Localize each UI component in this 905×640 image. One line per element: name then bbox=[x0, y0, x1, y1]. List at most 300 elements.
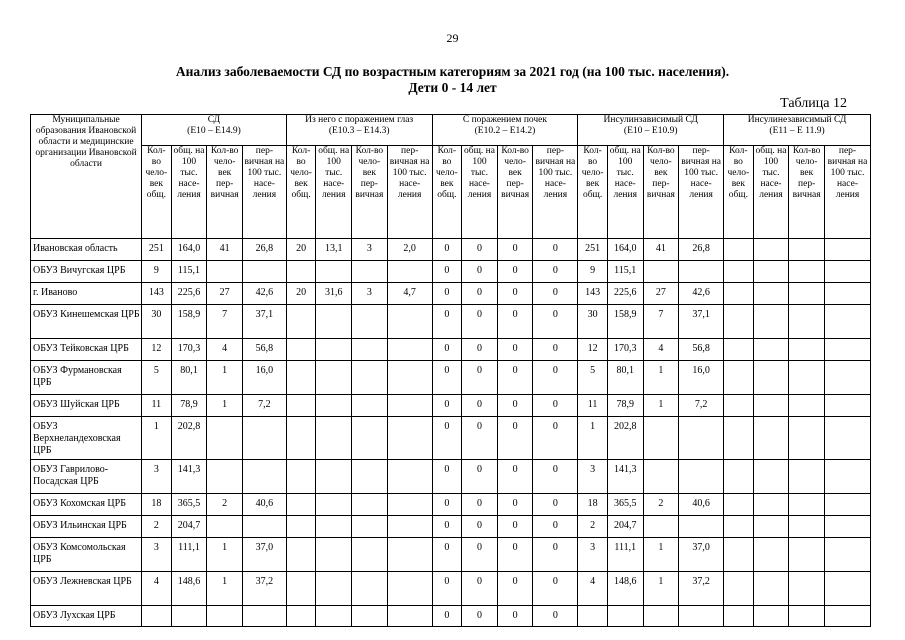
value-cell bbox=[207, 460, 243, 494]
value-cell: 0 bbox=[497, 361, 533, 395]
value-cell bbox=[316, 572, 352, 606]
value-cell bbox=[753, 572, 789, 606]
value-cell: 0 bbox=[432, 606, 462, 627]
group-code: (E10.2 – E14.2) bbox=[474, 126, 536, 136]
value-cell bbox=[753, 283, 789, 305]
value-cell bbox=[643, 516, 679, 538]
value-cell: 0 bbox=[432, 494, 462, 516]
value-cell: 0 bbox=[533, 283, 578, 305]
value-cell bbox=[286, 395, 316, 417]
value-cell: 170,3 bbox=[607, 339, 643, 361]
sub-column-header: пер-вичная на 100 тыс. насе-ления bbox=[824, 146, 870, 239]
table-label: Таблица 12 bbox=[780, 96, 847, 111]
value-cell bbox=[316, 395, 352, 417]
value-cell bbox=[387, 417, 432, 460]
value-cell bbox=[724, 339, 754, 361]
value-cell bbox=[724, 516, 754, 538]
value-cell bbox=[316, 494, 352, 516]
value-cell: 204,7 bbox=[607, 516, 643, 538]
value-cell: 0 bbox=[462, 283, 498, 305]
value-cell bbox=[242, 460, 286, 494]
value-cell: 3 bbox=[142, 460, 172, 494]
value-cell bbox=[387, 395, 432, 417]
sub-column-header: общ. на 100 тыс. насе-ления bbox=[462, 146, 498, 239]
value-cell: 0 bbox=[533, 261, 578, 283]
group-code: (E11 – E 11.9) bbox=[769, 126, 825, 136]
sub-column-header: Кол-во чело-век пер-вичная bbox=[207, 146, 243, 239]
value-cell: 0 bbox=[432, 516, 462, 538]
value-cell: 365,5 bbox=[171, 494, 207, 516]
value-cell bbox=[824, 361, 870, 395]
value-cell bbox=[142, 606, 172, 627]
org-name-cell: ОБУЗ Фурмановская ЦРБ bbox=[31, 361, 142, 395]
value-cell: 4 bbox=[207, 339, 243, 361]
value-cell bbox=[824, 417, 870, 460]
value-cell bbox=[352, 417, 388, 460]
value-cell: 143 bbox=[578, 283, 608, 305]
value-cell bbox=[242, 417, 286, 460]
value-cell: 0 bbox=[462, 494, 498, 516]
value-cell bbox=[316, 538, 352, 572]
table-row bbox=[31, 305, 871, 339]
sub-column-header: Кол-во чело-век общ. bbox=[578, 146, 608, 239]
value-cell: 7 bbox=[643, 305, 679, 339]
value-cell: 0 bbox=[462, 606, 498, 627]
value-cell bbox=[387, 516, 432, 538]
org-name-cell: ОБУЗ Гаврилово-Посадская ЦРБ bbox=[31, 460, 142, 494]
value-cell bbox=[789, 417, 825, 460]
value-cell: 2,0 bbox=[387, 239, 432, 261]
value-cell bbox=[242, 516, 286, 538]
value-cell: 148,6 bbox=[607, 572, 643, 606]
value-cell bbox=[724, 239, 754, 261]
value-cell: 11 bbox=[142, 395, 172, 417]
value-cell: 3 bbox=[352, 283, 388, 305]
value-cell bbox=[286, 305, 316, 339]
value-cell: 41 bbox=[207, 239, 243, 261]
value-cell bbox=[724, 538, 754, 572]
value-cell: 7,2 bbox=[679, 395, 724, 417]
sub-column-header: Кол-во чело-век пер-вичная bbox=[497, 146, 533, 239]
value-cell: 7 bbox=[207, 305, 243, 339]
value-cell: 26,8 bbox=[679, 239, 724, 261]
value-cell: 0 bbox=[432, 395, 462, 417]
value-cell bbox=[643, 606, 679, 627]
value-cell bbox=[753, 395, 789, 417]
value-cell: 37,2 bbox=[242, 572, 286, 606]
value-cell: 7,2 bbox=[242, 395, 286, 417]
value-cell: 0 bbox=[497, 395, 533, 417]
value-cell bbox=[352, 538, 388, 572]
value-cell bbox=[724, 283, 754, 305]
value-cell bbox=[607, 606, 643, 627]
value-cell bbox=[316, 460, 352, 494]
value-cell bbox=[352, 395, 388, 417]
value-cell: 0 bbox=[462, 239, 498, 261]
value-cell bbox=[824, 261, 870, 283]
value-cell: 2 bbox=[207, 494, 243, 516]
value-cell: 27 bbox=[643, 283, 679, 305]
value-cell: 202,8 bbox=[171, 417, 207, 460]
table-row bbox=[31, 538, 871, 572]
value-cell: 1 bbox=[578, 417, 608, 460]
value-cell bbox=[679, 417, 724, 460]
value-cell bbox=[352, 261, 388, 283]
value-cell bbox=[753, 261, 789, 283]
value-cell: 0 bbox=[432, 417, 462, 460]
table-row bbox=[31, 283, 871, 305]
value-cell: 0 bbox=[533, 460, 578, 494]
value-cell: 16,0 bbox=[679, 361, 724, 395]
value-cell bbox=[789, 339, 825, 361]
value-cell bbox=[387, 361, 432, 395]
value-cell: 37,0 bbox=[679, 538, 724, 572]
value-cell bbox=[286, 361, 316, 395]
value-cell: 18 bbox=[142, 494, 172, 516]
value-cell bbox=[724, 606, 754, 627]
value-cell bbox=[824, 305, 870, 339]
value-cell: 0 bbox=[462, 572, 498, 606]
value-cell bbox=[753, 339, 789, 361]
value-cell bbox=[753, 538, 789, 572]
value-cell: 1 bbox=[207, 361, 243, 395]
value-cell bbox=[316, 417, 352, 460]
value-cell bbox=[643, 261, 679, 283]
value-cell bbox=[207, 516, 243, 538]
table-row bbox=[31, 417, 871, 460]
value-cell: 0 bbox=[462, 305, 498, 339]
value-cell bbox=[352, 361, 388, 395]
org-name-cell: ОБУЗ Лежневская ЦРБ bbox=[31, 572, 142, 606]
value-cell bbox=[286, 606, 316, 627]
sub-column-header: общ. на 100 тыс. насе-ления bbox=[753, 146, 789, 239]
value-cell bbox=[286, 261, 316, 283]
value-cell: 111,1 bbox=[171, 538, 207, 572]
value-cell: 5 bbox=[578, 361, 608, 395]
sub-column-header: Кол-во чело-век общ. bbox=[286, 146, 316, 239]
value-cell: 0 bbox=[497, 339, 533, 361]
value-cell: 111,1 bbox=[607, 538, 643, 572]
value-cell: 1 bbox=[207, 538, 243, 572]
value-cell: 1 bbox=[643, 361, 679, 395]
value-cell: 0 bbox=[462, 538, 498, 572]
group-title: Инсулинзависимый СД bbox=[603, 115, 698, 125]
value-cell: 0 bbox=[462, 417, 498, 460]
value-cell bbox=[824, 283, 870, 305]
value-cell bbox=[789, 305, 825, 339]
value-cell bbox=[724, 361, 754, 395]
value-cell bbox=[753, 460, 789, 494]
group-header bbox=[724, 115, 871, 146]
value-cell: 251 bbox=[578, 239, 608, 261]
value-cell: 0 bbox=[497, 261, 533, 283]
value-cell: 204,7 bbox=[171, 516, 207, 538]
sub-column-header: Кол-во чело-век пер-вичная bbox=[643, 146, 679, 239]
value-cell bbox=[387, 606, 432, 627]
value-cell: 11 bbox=[578, 395, 608, 417]
value-cell: 0 bbox=[533, 239, 578, 261]
org-name-cell: ОБУЗ Вичугская ЦРБ bbox=[31, 261, 142, 283]
value-cell bbox=[824, 339, 870, 361]
value-cell: 0 bbox=[497, 460, 533, 494]
value-cell: 1 bbox=[207, 572, 243, 606]
value-cell bbox=[352, 606, 388, 627]
value-cell: 365,5 bbox=[607, 494, 643, 516]
value-cell bbox=[789, 538, 825, 572]
group-title: Из него с поражением глаз bbox=[305, 115, 414, 125]
value-cell: 37,1 bbox=[679, 305, 724, 339]
value-cell bbox=[789, 516, 825, 538]
value-cell: 158,9 bbox=[171, 305, 207, 339]
value-cell: 56,8 bbox=[242, 339, 286, 361]
org-name-cell: ОБУЗ Комсомольская ЦРБ bbox=[31, 538, 142, 572]
value-cell: 12 bbox=[578, 339, 608, 361]
value-cell bbox=[352, 572, 388, 606]
value-cell: 5 bbox=[142, 361, 172, 395]
value-cell: 3 bbox=[352, 239, 388, 261]
value-cell bbox=[352, 339, 388, 361]
value-cell bbox=[286, 339, 316, 361]
value-cell bbox=[207, 606, 243, 627]
value-cell: 80,1 bbox=[171, 361, 207, 395]
value-cell: 0 bbox=[533, 606, 578, 627]
value-cell bbox=[824, 395, 870, 417]
value-cell bbox=[753, 494, 789, 516]
value-cell bbox=[789, 606, 825, 627]
morbidity-table bbox=[30, 114, 871, 627]
org-name-cell: г. Иваново bbox=[31, 283, 142, 305]
value-cell: 0 bbox=[497, 239, 533, 261]
value-cell bbox=[789, 395, 825, 417]
value-cell bbox=[643, 460, 679, 494]
group-code: (E10 – E10.9) bbox=[623, 126, 678, 136]
page-number: 29 bbox=[446, 31, 459, 45]
value-cell: 0 bbox=[432, 283, 462, 305]
value-cell bbox=[387, 494, 432, 516]
value-cell: 30 bbox=[142, 305, 172, 339]
value-cell bbox=[824, 239, 870, 261]
value-cell: 2 bbox=[643, 494, 679, 516]
value-cell: 13,1 bbox=[316, 239, 352, 261]
table-row bbox=[31, 395, 871, 417]
value-cell: 0 bbox=[432, 361, 462, 395]
sub-column-header: общ. на 100 тыс. насе-ления bbox=[171, 146, 207, 239]
value-cell: 27 bbox=[207, 283, 243, 305]
value-cell: 0 bbox=[432, 460, 462, 494]
value-cell: 37,2 bbox=[679, 572, 724, 606]
value-cell bbox=[207, 417, 243, 460]
value-cell: 202,8 bbox=[607, 417, 643, 460]
value-cell: 41 bbox=[643, 239, 679, 261]
value-cell: 37,0 bbox=[242, 538, 286, 572]
org-name-cell: ОБУЗ Кинешемская ЦРБ bbox=[31, 305, 142, 339]
value-cell: 0 bbox=[432, 572, 462, 606]
value-cell bbox=[387, 261, 432, 283]
value-cell bbox=[753, 361, 789, 395]
value-cell bbox=[789, 361, 825, 395]
document-title bbox=[0, 64, 905, 96]
value-cell bbox=[724, 460, 754, 494]
org-name-cell: ОБУЗ Ильинская ЦРБ bbox=[31, 516, 142, 538]
value-cell bbox=[753, 305, 789, 339]
value-cell: 26,8 bbox=[242, 239, 286, 261]
value-cell: 1 bbox=[643, 395, 679, 417]
value-cell: 0 bbox=[462, 460, 498, 494]
group-header bbox=[578, 115, 724, 146]
value-cell bbox=[724, 572, 754, 606]
value-cell bbox=[316, 361, 352, 395]
value-cell: 141,3 bbox=[607, 460, 643, 494]
value-cell: 0 bbox=[432, 239, 462, 261]
value-cell: 3 bbox=[578, 538, 608, 572]
value-cell: 18 bbox=[578, 494, 608, 516]
sub-column-header: Кол-во чело-век общ. bbox=[142, 146, 172, 239]
value-cell bbox=[679, 516, 724, 538]
table-row bbox=[31, 460, 871, 494]
value-cell: 78,9 bbox=[171, 395, 207, 417]
title-line-2: Дети 0 - 14 лет bbox=[408, 80, 497, 95]
value-cell: 2 bbox=[142, 516, 172, 538]
value-cell: 37,1 bbox=[242, 305, 286, 339]
value-cell: 225,6 bbox=[607, 283, 643, 305]
group-title: Инсулинезависимый СД bbox=[747, 115, 847, 125]
org-name-cell: ОБУЗ Лухская ЦРБ bbox=[31, 606, 142, 627]
group-title: СД bbox=[207, 115, 221, 125]
org-name-cell: ОБУЗ Шуйская ЦРБ bbox=[31, 395, 142, 417]
table-row bbox=[31, 572, 871, 606]
value-cell: 1 bbox=[643, 538, 679, 572]
value-cell bbox=[789, 460, 825, 494]
value-cell: 0 bbox=[533, 494, 578, 516]
table-row bbox=[31, 361, 871, 395]
sub-column-header: Кол-во чело-век пер-вичная bbox=[352, 146, 388, 239]
value-cell bbox=[724, 417, 754, 460]
sub-column-header: Кол-во чело-век пер-вичная bbox=[789, 146, 825, 239]
value-cell: 9 bbox=[578, 261, 608, 283]
table-row bbox=[31, 494, 871, 516]
org-name-cell: ОБУЗ Тейковская ЦРБ bbox=[31, 339, 142, 361]
value-cell bbox=[824, 516, 870, 538]
value-cell: 1 bbox=[142, 417, 172, 460]
sub-column-header: пер-вичная на 100 тыс. насе-ления bbox=[242, 146, 286, 239]
value-cell: 158,9 bbox=[607, 305, 643, 339]
value-cell: 56,8 bbox=[679, 339, 724, 361]
sub-column-header: пер-вичная на 100 тыс. насе-ления bbox=[387, 146, 432, 239]
value-cell: 0 bbox=[533, 395, 578, 417]
value-cell bbox=[753, 417, 789, 460]
value-cell: 115,1 bbox=[171, 261, 207, 283]
org-name-cell: ОБУЗ Верхнеландеховская ЦРБ bbox=[31, 417, 142, 460]
value-cell bbox=[789, 494, 825, 516]
value-cell: 0 bbox=[462, 361, 498, 395]
value-cell: 0 bbox=[497, 606, 533, 627]
value-cell bbox=[171, 606, 207, 627]
value-cell: 1 bbox=[643, 572, 679, 606]
table-row bbox=[31, 239, 871, 261]
value-cell bbox=[316, 261, 352, 283]
value-cell: 143 bbox=[142, 283, 172, 305]
value-cell bbox=[286, 516, 316, 538]
value-cell bbox=[724, 494, 754, 516]
value-cell: 164,0 bbox=[607, 239, 643, 261]
sub-column-header: пер-вичная на 100 тыс. насе-ления bbox=[533, 146, 578, 239]
value-cell: 0 bbox=[533, 305, 578, 339]
table-row bbox=[31, 516, 871, 538]
value-cell bbox=[316, 516, 352, 538]
value-cell bbox=[387, 538, 432, 572]
value-cell bbox=[753, 239, 789, 261]
value-cell bbox=[753, 606, 789, 627]
value-cell bbox=[286, 538, 316, 572]
table-row bbox=[31, 339, 871, 361]
value-cell: 42,6 bbox=[242, 283, 286, 305]
org-name-cell: Ивановская область bbox=[31, 239, 142, 261]
value-cell bbox=[789, 239, 825, 261]
value-cell: 0 bbox=[497, 305, 533, 339]
group-header bbox=[286, 115, 432, 146]
sub-column-header: общ. на 100 тыс. насе-ления bbox=[607, 146, 643, 239]
title-line-1: Анализ заболеваемости СД по возрастным категориям за 2021 год (на 100 тыс. населения). bbox=[175, 64, 730, 79]
value-cell: 80,1 bbox=[607, 361, 643, 395]
value-cell: 0 bbox=[462, 261, 498, 283]
value-cell: 0 bbox=[432, 538, 462, 572]
value-cell: 4 bbox=[643, 339, 679, 361]
value-cell bbox=[286, 572, 316, 606]
table-row bbox=[31, 606, 871, 627]
value-cell bbox=[286, 417, 316, 460]
value-cell bbox=[242, 606, 286, 627]
value-cell bbox=[789, 572, 825, 606]
value-cell bbox=[387, 339, 432, 361]
value-cell: 20 bbox=[286, 239, 316, 261]
value-cell: 0 bbox=[497, 538, 533, 572]
value-cell bbox=[387, 572, 432, 606]
value-cell bbox=[316, 339, 352, 361]
value-cell: 4 bbox=[142, 572, 172, 606]
value-cell: 0 bbox=[497, 417, 533, 460]
value-cell bbox=[679, 460, 724, 494]
value-cell bbox=[789, 283, 825, 305]
org-name-cell: ОБУЗ Кохомская ЦРБ bbox=[31, 494, 142, 516]
value-cell bbox=[286, 460, 316, 494]
value-cell: 0 bbox=[533, 516, 578, 538]
value-cell: 225,6 bbox=[171, 283, 207, 305]
value-cell: 78,9 bbox=[607, 395, 643, 417]
value-cell: 0 bbox=[497, 494, 533, 516]
value-cell: 40,6 bbox=[679, 494, 724, 516]
value-cell: 0 bbox=[497, 283, 533, 305]
value-cell bbox=[578, 606, 608, 627]
sub-column-header: общ. на 100 тыс. насе-ления bbox=[316, 146, 352, 239]
value-cell: 42,6 bbox=[679, 283, 724, 305]
value-cell: 0 bbox=[533, 417, 578, 460]
value-cell bbox=[753, 516, 789, 538]
value-cell: 30 bbox=[578, 305, 608, 339]
value-cell: 3 bbox=[142, 538, 172, 572]
value-cell bbox=[824, 494, 870, 516]
value-cell bbox=[824, 538, 870, 572]
value-cell: 4 bbox=[578, 572, 608, 606]
group-code: (E10 – E14.9) bbox=[187, 126, 241, 136]
value-cell bbox=[207, 261, 243, 283]
org-column-header: Муниципальные образования Ивановской области и медицинские организации Ивановской области bbox=[31, 115, 142, 239]
value-cell bbox=[316, 305, 352, 339]
value-cell: 20 bbox=[286, 283, 316, 305]
value-cell bbox=[643, 417, 679, 460]
value-cell bbox=[724, 305, 754, 339]
value-cell: 0 bbox=[533, 339, 578, 361]
value-cell bbox=[316, 606, 352, 627]
